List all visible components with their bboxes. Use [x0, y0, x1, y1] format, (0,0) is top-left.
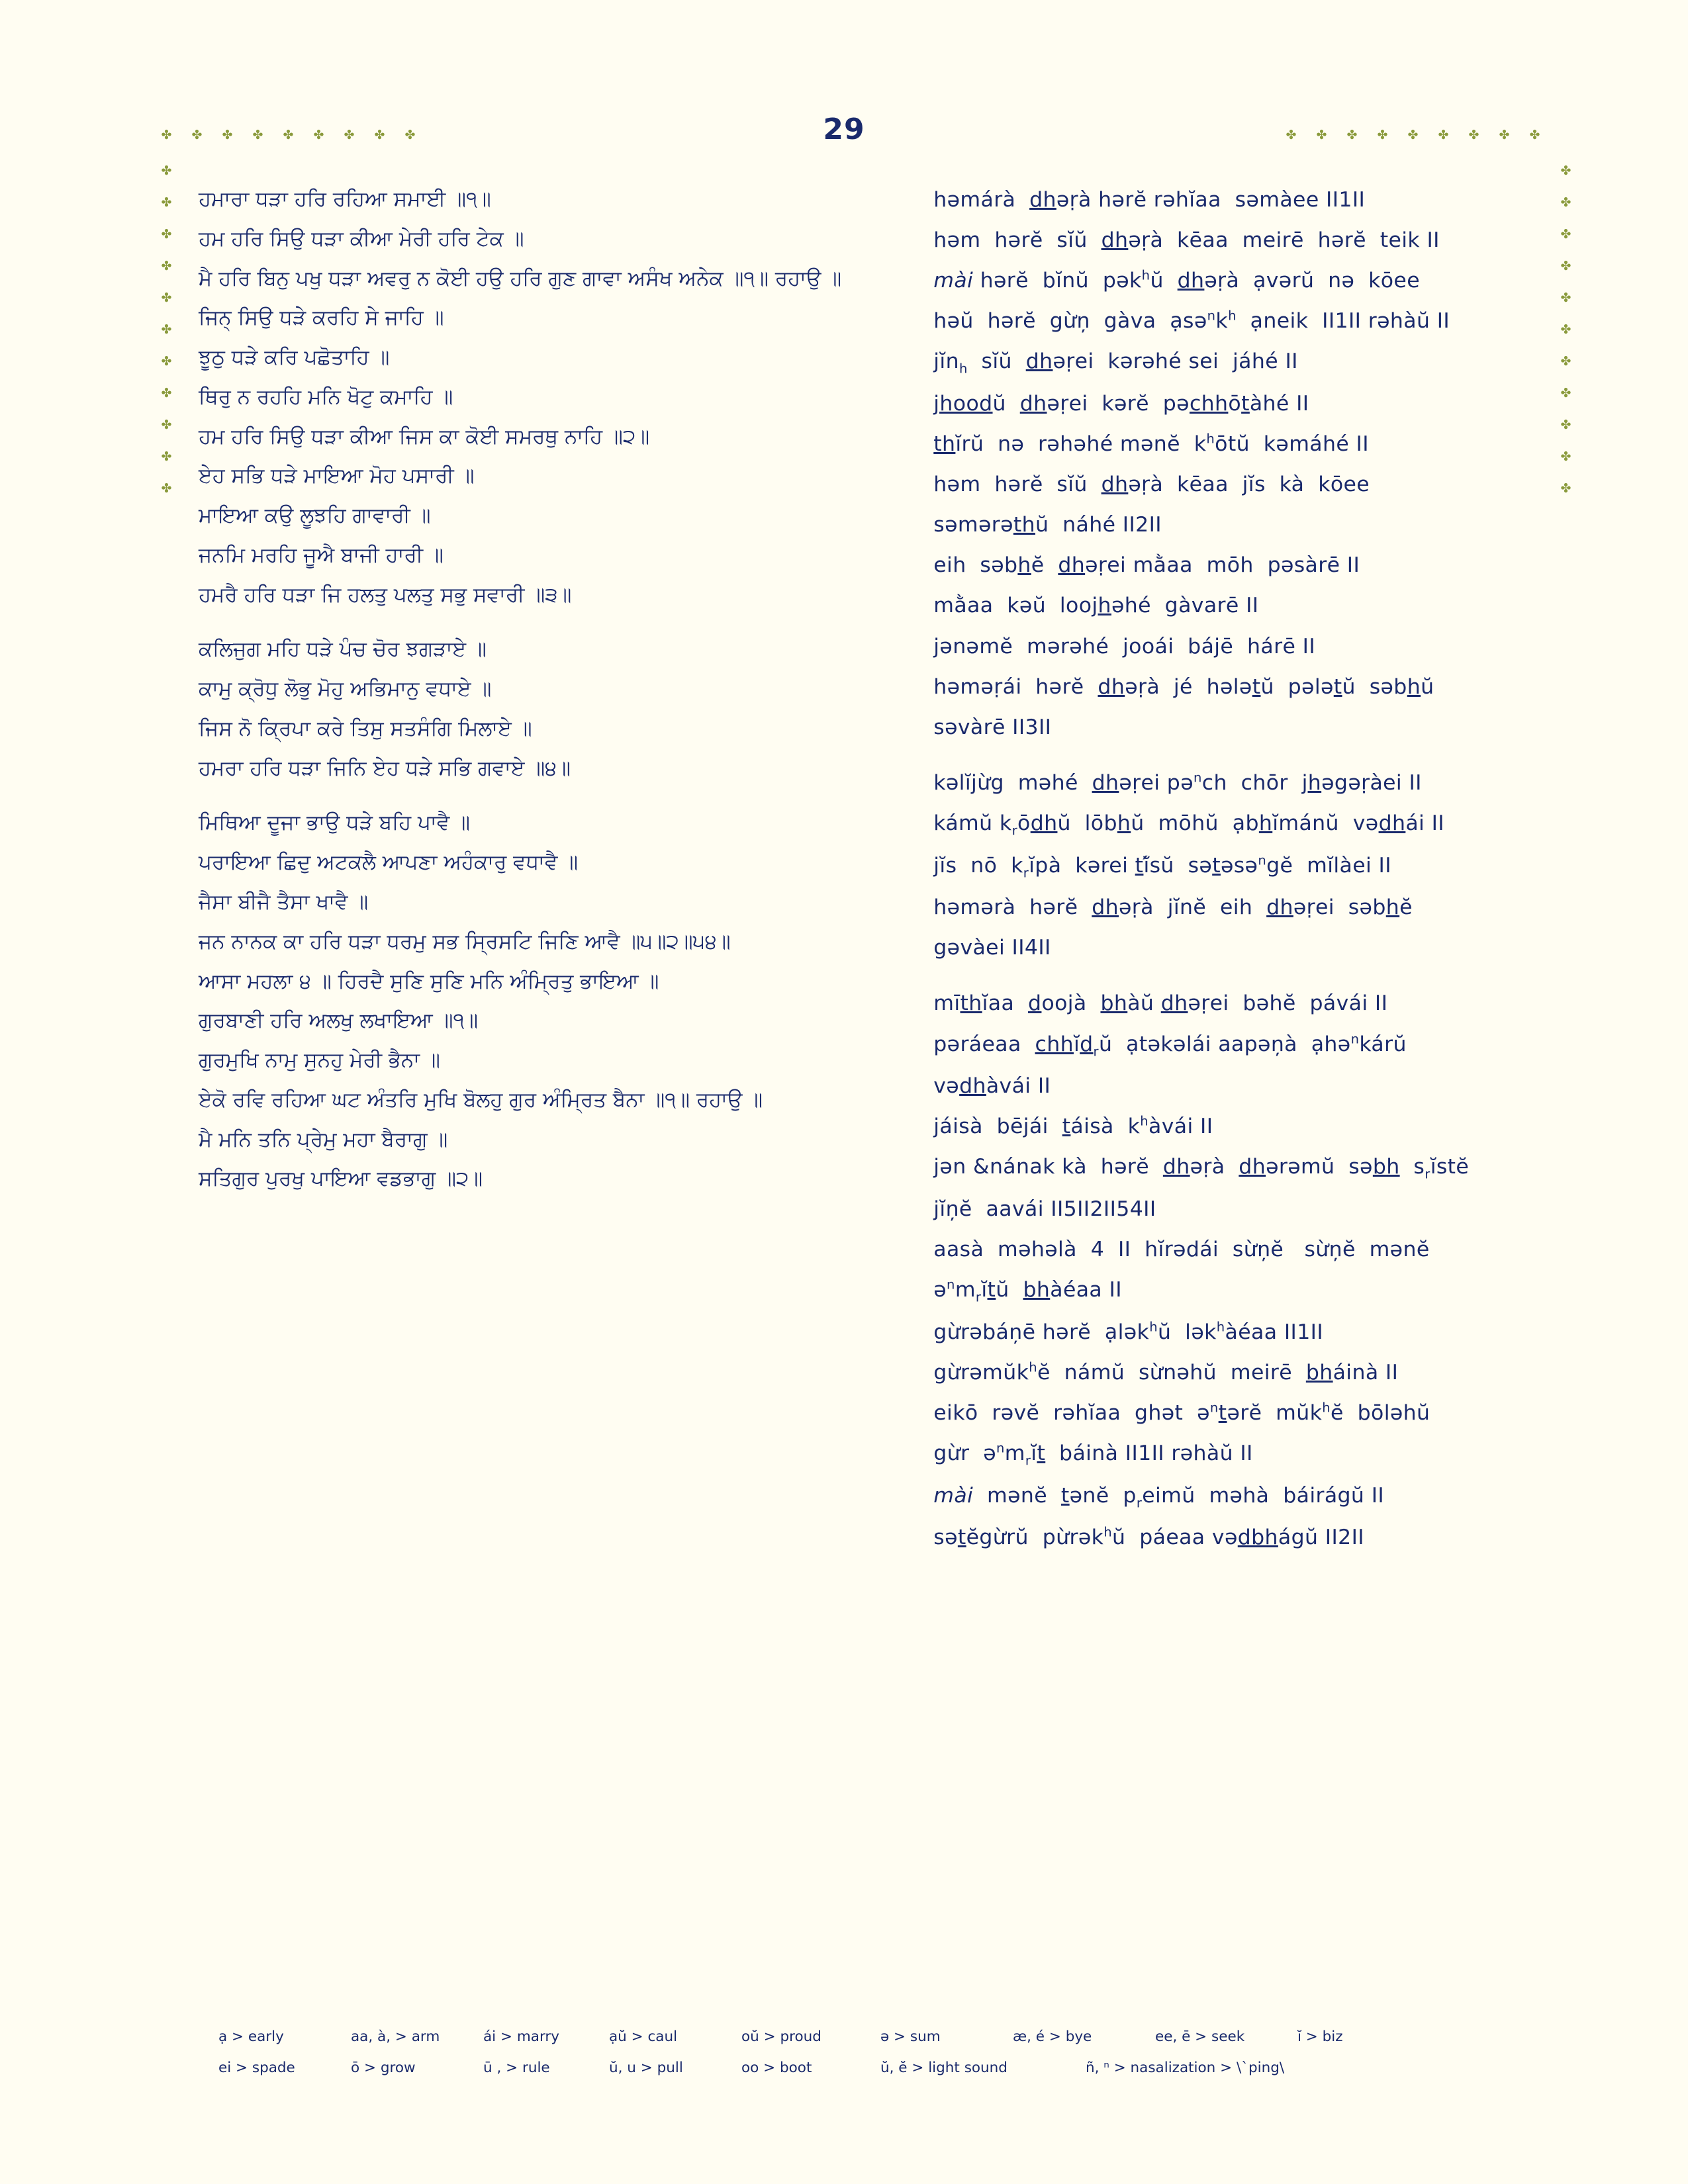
legend-entry: ŭ, u > pull — [609, 2060, 683, 2076]
transliteration-line: həŭ hərĕ gừņ gàva $ạsə^nk^h$ ạneik II1II rəhàŭ II — [933, 308, 1450, 334]
legend-entry: ei > spade — [218, 2060, 295, 2076]
floret-ornament-icon: ✤ — [1438, 128, 1449, 142]
floret-ornament-icon: ✤ — [1286, 128, 1297, 142]
transliteration-line: kəlĭjừg məhé dhəṛei pə$^n$ch chōr jhəgəṛàei II — [933, 770, 1422, 795]
floret-ornament-icon: ✤ — [161, 354, 172, 369]
transliteration-line: thĭrŭ nə rəhəhé mənĕ $k^hōtŭ$ kəmáhé II — [933, 431, 1369, 457]
floret-ornament-icon: ✤ — [1560, 195, 1571, 210]
floret-ornament-icon: ✤ — [1316, 128, 1327, 142]
legend-entry: ō > grow — [351, 2060, 416, 2076]
legend-entry: ŭ, ĕ > light sound — [880, 2060, 1008, 2076]
transliteration-line: mīthĭaa doojà bhàŭ dhəṛei bəhĕ pávái II — [933, 991, 1388, 1016]
gurmukhi-line: ਕਾਮੁ ਕ੍ਰੋਧੁ ਲੋਭੁ ਮੋਹੁ ਅਭਿਮਾਨੁ ਵਧਾਏ ॥ — [199, 677, 492, 702]
legend-entry: ạŭ > caul — [609, 2028, 678, 2045]
floret-ornament-icon: ✤ — [252, 128, 263, 142]
gurmukhi-line: ਜੈਸਾ ਬੀਜੈ ਤੈਸਾ ਖਾਵੈ ॥ — [199, 890, 369, 915]
pronunciation-legend — [218, 2028, 1529, 2091]
floret-ornament-icon: ✤ — [161, 291, 172, 305]
floret-ornament-icon: ✤ — [404, 128, 416, 142]
gurmukhi-line: ਹਮ ਹਰਿ ਸਿਉ ਧੜਾ ਕੀਆ ਮੇਰੀ ਹਰਿ ਟੇਕ ॥ — [199, 226, 524, 251]
gurmukhi-line: ਹਮ ਹਰਿ ਸਿਉ ਧੜਾ ਕੀਆ ਜਿਸ ਕਾ ਕੋਈ ਸਮਰਥੁ ਨਾਹਿ ॥੨॥ — [199, 424, 650, 449]
gurmukhi-line: ਝੂਠੁ ਧੜੇ ਕਰਿ ਪਛੋਤਾਹਿ ॥ — [199, 345, 390, 370]
gurmukhi-line: ਏਕੋ ਰਵਿ ਰਹਿਆ ਘਟ ਅੰਤਰਿ ਮੁਖਿ ਬੋਲਹੁ ਗੁਰ ਅੰਮ੍ਰਿਤ ਬੈਨਾ ॥੧॥ ਰਹਾਉ ॥ — [199, 1087, 763, 1112]
floret-ornament-icon: ✤ — [1468, 128, 1479, 142]
floret-ornament-icon: ✤ — [1560, 227, 1571, 242]
transliteration-line: jĭs nō $k_rĭpà$ kərei tĭ́sŭ sətəsə$^n$gĕ mĭlàei II — [933, 852, 1391, 880]
transliteration-line: mài mənĕ tənĕ $p_reimŭ$ məhà báirágŭ II — [933, 1483, 1385, 1511]
transliteration-line: jáisà bējái táisà $k^hàvái$ II — [933, 1113, 1213, 1139]
floret-ornament-icon: ✤ — [1560, 449, 1571, 464]
transliteration-line: jənəmĕ mərəhé jooái bájē hárē II — [933, 634, 1316, 659]
transliteration-line: həm hərĕ sĭŭ dhəṛà kēaa meirē hərĕ teik II — [933, 228, 1440, 253]
floret-ornament-icon: ✤ — [1560, 291, 1571, 305]
transliteration-line: mài hərĕ bĭnŭ pək$^h$ŭ dhəṛà ạvərŭ nə kōee — [933, 267, 1420, 293]
floret-ornament-icon: ✤ — [1499, 128, 1510, 142]
gurmukhi-line: ਆਸਾ ਮਹਲਾ ੪ ॥ ਹਿਰਦੈ ਸੁਣਿ ਸੁਣਿ ਮਨਿ ਅੰਮ੍ਰਿਤੁ ਭਾਇਆ ॥ — [199, 969, 659, 993]
gurmukhi-line: ਗੁਰਮੁਖਿ ਨਾਮੁ ਸੁਨਹੁ ਮੇਰੀ ਭੈਨਾ ॥ — [199, 1048, 440, 1073]
floret-ornament-icon: ✤ — [222, 128, 233, 142]
floret-ornament-icon: ✤ — [1346, 128, 1358, 142]
transliteration-line: jĭņĕ aavái II5II2II54II — [933, 1197, 1156, 1221]
gurmukhi-line: ਮੈ ਮਨਿ ਤਨਿ ਪ੍ਰੇਮੁ ਮਹਾ ਬੈਰਾਗੁ ॥ — [199, 1127, 448, 1152]
transliteration-column — [933, 185, 1688, 1563]
gurmukhi-line: ਹਮਰਾ ਹਰਿ ਧੜਾ ਜਿਨਿ ਏਹ ਧੜੇ ਸਭਿ ਗਵਾਏ ॥੪॥ — [199, 756, 571, 780]
floret-ornament-icon: ✤ — [191, 128, 203, 142]
transliteration-line: həmárà dhəṛà hərĕ rəhĭaa səmàee II1II — [933, 188, 1366, 212]
legend-entry: ee, ē > seek — [1155, 2028, 1245, 2045]
gurmukhi-line: ਮੈ ਹਰਿ ਬਿਨੁ ਪਖੁ ਧੜਾ ਅਵਰੁ ਨ ਕੋਈ ਹਉ ਹਰਿ ਗੁਣ ਗਾਵਾ ਅਸੰਖ ਅਨੇਕ ॥੧॥ ਰਹਾਉ ॥ — [199, 266, 842, 291]
legend-row-2 — [218, 2060, 1529, 2076]
legend-entry: aa, à, > arm — [351, 2028, 440, 2045]
transliteration-line: jhoodŭ dhəṛei kərĕ pəchhōtàhé II — [933, 392, 1309, 416]
floret-ornament-icon: ✤ — [161, 322, 172, 337]
transliteration-line: $ə^nm_rĭtŭ$ bhàéaa II — [933, 1277, 1122, 1305]
transliteration-line: həməṛái hərĕ dhəṛà jé hələtŭ pələtŭ səbhŭ — [933, 674, 1434, 699]
legend-entry: ū , > rule — [483, 2060, 550, 2076]
legend-entry: ái > marry — [483, 2028, 559, 2045]
floret-ornament-icon: ✤ — [161, 418, 172, 432]
gurmukhi-line: ਜਿਸ ਨੋ ਕ੍ਰਿਪਾ ਕਰੇ ਤਿਸੁ ਸਤਸੰਗਿ ਮਿਲਾਏ ॥ — [199, 716, 532, 741]
transliteration-line: sətĕgừrŭ pừrək$^h$ŭ páeaa vədbhágŭ II2II — [933, 1524, 1364, 1550]
floret-ornament-icon: ✤ — [161, 128, 172, 142]
floret-ornament-icon: ✤ — [161, 163, 172, 178]
floret-ornament-icon: ✤ — [161, 227, 172, 242]
transliteration-line: həmərà hərĕ dhəṛà jĭnĕ eih dhəṛei səbhĕ — [933, 895, 1413, 920]
floret-ornament-icon: ✤ — [161, 386, 172, 400]
transliteration-line: jən &nának kà hərĕ dhəṛà dhərəmŭ səbh $s_rĭstĕ$ — [933, 1155, 1470, 1182]
gurmukhi-line: ਜਨਮਿ ਮਰਹਿ ਜੂਐ ਬਾਜੀ ਹਾਰੀ ॥ — [199, 543, 444, 567]
transliteration-line: gəvàei II4II — [933, 936, 1051, 960]
floret-ornament-icon: ✤ — [161, 449, 172, 464]
floret-ornament-icon: ✤ — [1560, 481, 1571, 496]
transliteration-line: gừr $ə^nm_rĭt$ báinà II1II rəhàŭ II — [933, 1440, 1253, 1469]
legend-entry: ə > sum — [880, 2028, 941, 2045]
transliteration-line: pəráeaa chhĭd$_r$ŭ ạtəkəlái aapəņà ạhə$^n$kárŭ — [933, 1031, 1407, 1059]
gurmukhi-line: ਪਰਾਇਆ ਛਿਦੁ ਅਟਕਲੈ ਆਪਣਾ ਅਹੰਕਾਰੁ ਵਧਾਵੈ ॥ — [199, 850, 579, 875]
transliteration-line: mằaa kəŭ loojhəhé gàvarē II — [933, 594, 1259, 618]
gurmukhi-column — [199, 185, 933, 1563]
floret-ornament-icon: ✤ — [1560, 259, 1571, 273]
legend-entry: oŭ > proud — [741, 2028, 821, 2045]
transliteration-line: səmərəthŭ náhé II2II — [933, 513, 1162, 537]
floret-ornament-icon: ✤ — [1560, 163, 1571, 178]
gurmukhi-line: ਥਿਰੁ ਨ ਰਹਹਿ ਮਨਿ ਖੋਟੁ ਕਮਾਹਿ ॥ — [199, 385, 453, 409]
transliteration-line: aasà məhəlà 4 II hĭrədái sừņĕ sừņĕ mənĕ — [933, 1238, 1430, 1262]
page-number: 29 — [823, 113, 865, 146]
gurmukhi-line: ਗੁਰਬਾਣੀ ਹਰਿ ਅਲਖੁ ਲਖਾਇਆ ॥੧॥ — [199, 1009, 479, 1033]
legend-entry: ñ, ⁿ > nasalization > \`ping\ — [1086, 2060, 1285, 2076]
gurmukhi-line: ਜਨ ਨਾਨਕ ਕਾ ਹਰਿ ਧੜਾ ਧਰਮੁ ਸਭ ਸ੍ਰਿਸਟਿ ਜਿਣਿ ਆਵੈ ॥੫॥੨॥੫੪॥ — [199, 929, 731, 954]
gurmukhi-line: ਮਿਥਿਆ ਦੂਜਾ ਭਾਉ ਧੜੇ ਬਹਿ ਪਾਵੈ ॥ — [199, 811, 471, 835]
ornament-row-top-left — [161, 130, 416, 141]
gurmukhi-line: ਮਾਇਆ ਕਉ ਲੂਝਹਿ ਗਾਵਾਰੀ ॥ — [199, 504, 431, 528]
floret-ornament-icon: ✤ — [1529, 128, 1540, 142]
legend-entry: ạ > early — [218, 2028, 284, 2045]
legend-entry: æ, é > bye — [1013, 2028, 1092, 2045]
text-columns — [0, 185, 1688, 1563]
ornament-row-top-right — [1286, 130, 1540, 141]
transliteration-line: eikō rəvĕ rəhĭaa ghət ə$^n$tərĕ mŭk$^h$ĕ bōləhŭ — [933, 1400, 1430, 1425]
floret-ornament-icon: ✤ — [161, 481, 172, 496]
transliteration-line: gừrəbáņē hərĕ ạlək$^h$ŭ lək$^h$àéaa II1II — [933, 1319, 1324, 1344]
transliteration-line: kámŭ $k_rōdhŭ$ lōbhŭ mōhŭ ạbhĭmánŭ vədhái II — [933, 811, 1444, 839]
gurmukhi-line: ਸਤਿਗੁਰ ਪੁਰਖੁ ਪਾਇਆ ਵਡਭਾਗੁ ॥੨॥ — [199, 1167, 483, 1191]
floret-ornament-icon: ✤ — [313, 128, 324, 142]
floret-ornament-icon: ✤ — [1407, 128, 1419, 142]
floret-ornament-icon: ✤ — [161, 195, 172, 210]
transliteration-line: eih səbhĕ dhəṛei mằaa mōh pəsàrē II — [933, 553, 1360, 578]
legend-row-1 — [218, 2028, 1529, 2045]
floret-ornament-icon: ✤ — [344, 128, 355, 142]
transliteration-line: gừrəmŭk$^h$ĕ námŭ sừnəhŭ meirē bháinà II — [933, 1359, 1399, 1385]
floret-ornament-icon: ✤ — [161, 259, 172, 273]
gurmukhi-line: ਕਲਿਜੁਗ ਮਹਿ ਧੜੇ ਪੰਚ ਚੋਰ ਝਗੜਾਏ ॥ — [199, 637, 487, 662]
gurmukhi-line: ਹਮਾਰਾ ਧੜਾ ਹਰਿ ਰਹਿਆ ਸਮਾਈ ॥੧॥ — [199, 187, 491, 211]
transliteration-line: səvàrē II3II — [933, 715, 1052, 739]
floret-ornament-icon: ✤ — [283, 128, 294, 142]
gurmukhi-line: ਜਿਨ੍ ਸਿਉ ਧੜੇ ਕਰਹਿ ਸੇ ਜਾਹਿ ॥ — [199, 306, 444, 330]
floret-ornament-icon: ✤ — [1377, 128, 1388, 142]
transliteration-line: jĭn$_h$ sĭŭ dhəṛei kərəhé sei jáhé II — [933, 349, 1298, 377]
floret-ornament-icon: ✤ — [1560, 354, 1571, 369]
floret-ornament-icon: ✤ — [1560, 386, 1571, 400]
transliteration-line: vədhàvái II — [933, 1074, 1051, 1099]
floret-ornament-icon: ✤ — [374, 128, 385, 142]
floret-ornament-icon: ✤ — [1560, 418, 1571, 432]
gurmukhi-line: ਹਮਰੈ ਹਰਿ ਧੜਾ ਜਿ ਹਲਤੁ ਪਲਤੁ ਸਭੁ ਸਵਾਰੀ ॥੩॥ — [199, 582, 572, 607]
legend-entry: ĭ > biz — [1297, 2028, 1343, 2045]
legend-entry: oo > boot — [741, 2060, 812, 2076]
floret-ornament-icon: ✤ — [1560, 322, 1571, 337]
gurmukhi-line: ਏਹ ਸਭਿ ਧੜੇ ਮਾਇਆ ਮੋਹ ਪਸਾਰੀ ॥ — [199, 464, 475, 488]
transliteration-line: həm hərĕ sĭŭ dhəṛà kēaa jĭs kà kōee — [933, 473, 1370, 497]
